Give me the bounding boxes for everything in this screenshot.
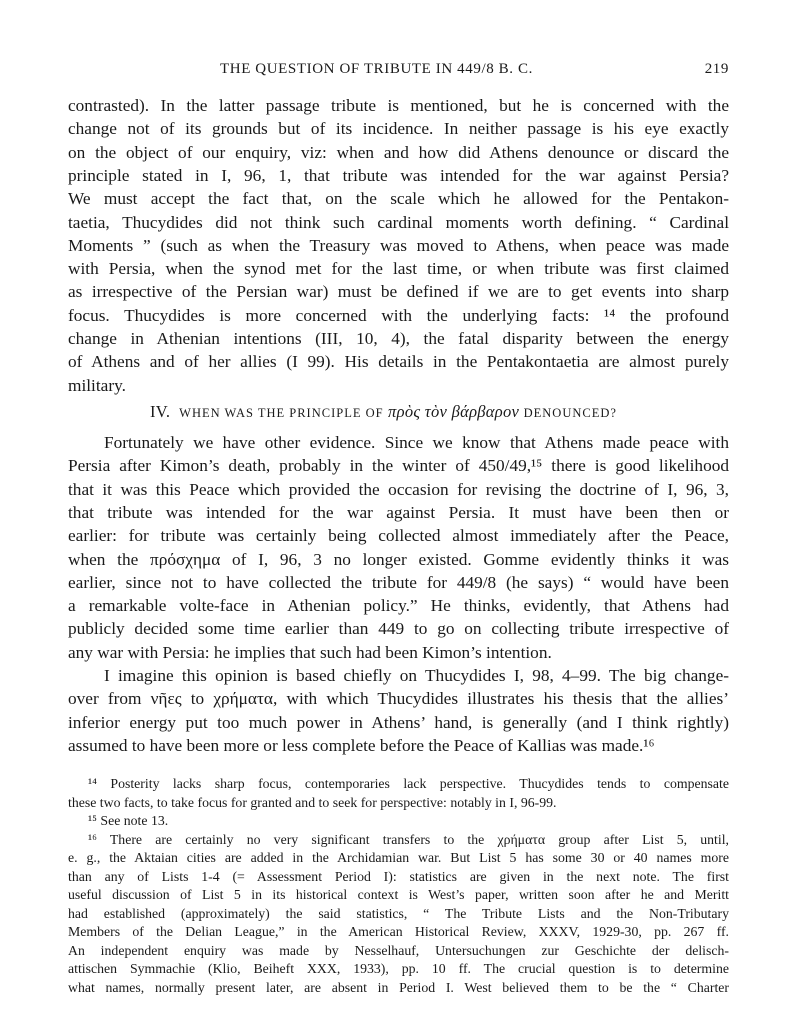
text-line: with Persia, when the synod met for the last time, or when tribute was first claimed [68, 259, 729, 279]
running-title: THE QUESTION OF TRIBUTE IN 449/8 B. C. [220, 61, 533, 77]
text-line: military. [68, 375, 126, 395]
footnote-line: these two facts, to take focus for granted and to seek for perspective: notably in I, 96-99. [68, 794, 557, 810]
text-line: focus. Thucydides is more concerned with the underlying facts: ¹⁴ the profound [68, 305, 729, 325]
text-line: I imagine this opinion is based chiefly on Thucydides I, 98, 4–99. The big change- [104, 666, 729, 685]
text-line: change not of its grounds but of its incidence. In neither passage is his eye exactly [68, 119, 729, 139]
footnote-line: Members of the Delian League,” in the American Historical Review, XXXV, 1929-30, pp. 267 ff. [68, 924, 729, 939]
footnote-line: ¹⁶ There are certainly no very significant transfers to the χρήματα group after List 5, until, [88, 831, 729, 847]
text-line: publicly decided some time earlier than 449 to go on collecting tribute irrespective of [68, 619, 729, 639]
text-line: earlier: for tribute was certainly being collected almost immediately after the Peace, [68, 526, 729, 546]
text-line: Persia after Kimon’s death, probably in the winter of 450/49,¹⁵ there is good likelihood [68, 456, 729, 476]
footnote-line: what names, normally present later, are absent in Period I. West believed them to be the “ Charter [68, 979, 729, 995]
text-line: when the πρόσχημα of I, 96, 3 no longer existed. Gomme evidently thinks it was [68, 549, 729, 569]
text-line: taetia, Thucydides did not think such cardinal moments worth defining. “ Cardinal [68, 212, 729, 232]
text-line: inferior energy put too much power in Athens’ hand, is generally (and I think rightly) [68, 712, 729, 732]
text-line: that it was this Peace which provided the occasion for revising the doctrine of I, 96, 3, [68, 479, 729, 499]
text-line: a remarkable volte-face in Athenian policy.” He thinks, evidently, that Athens had [68, 596, 729, 616]
page-number: 219 [704, 61, 729, 77]
footnote-line: e. g., the Aktaian cities are added in the Archidamian war. But List 5 has some 30 or 40 names more [68, 850, 729, 865]
text-line: Moments ” (such as when the Treasury was moved to Athens, when peace was made [68, 235, 729, 255]
text-line: of Athens and of her allies (I 99). His details in the Pentakontaetia are almost purely [68, 352, 729, 372]
footnote-line: ¹⁴ Posterity lacks sharp focus, contemporaries lack perspective. Thucydides tends to compensate [88, 776, 729, 791]
text-line: on the object of our enquiry, viz: when and how did Athens denounce or discard the [68, 142, 729, 162]
text-line: We must accept the fact that, on the scale which he allowed for the Pentakon- [68, 189, 729, 209]
text-line: any war with Persia: he implies that such had been Kimon’s intention. [68, 642, 552, 662]
text-line: earlier, since not to have collected the tribute for 449/8 (he says) “ would have been [68, 572, 729, 592]
footnote-line: had established (approximately) the said statistics, “ The Tribute Lists and the Non-Tributary [68, 905, 729, 921]
section-title-greek: πρὸς τὸν βάρβαρον [388, 402, 520, 421]
footnote-line: ¹⁵ See note 13. [88, 813, 169, 828]
text-line: Fortunately we have other evidence. Since we know that Athens made peace with [104, 433, 729, 452]
text-line: over from νῆες to χρήματα, with which Thucydides illustrates his thesis that the allies’ [68, 689, 729, 709]
section-number: IV. [150, 402, 171, 421]
text-line: principle stated in I, 96, 1, that tribute was intended for the war against Persia? [68, 165, 729, 185]
text-line: change in Athenian intentions (III, 10, 4), the fatal disparity between the energy [68, 329, 729, 348]
text-line: that tribute was intended for the war against Persia. It must have been then or [68, 502, 729, 522]
text-line: contrasted). In the latter passage tribute is mentioned, but he is concerned with the [68, 96, 729, 115]
section-heading [150, 402, 617, 422]
footnote-line: attischen Symmachie (Klio, Beiheft XXX, 1933), pp. 10 ff. The crucial question is to determine [68, 961, 729, 976]
section-title-part: WHEN WAS THE PRINCIPLE OF [179, 406, 384, 420]
footnote-line: than any of Lists 1-4 (= Assessment Period I): statistics are given in the next note. The first [68, 868, 729, 884]
text-line: as irrespective of the Persian war) must be defined if we are to get events into sharp [68, 282, 729, 302]
running-header [68, 61, 729, 83]
footnote-line: useful discussion of List 5 in its historical context is West’s paper, written soon after he and Meritt [68, 887, 729, 902]
footnote-line: An independent enquiry was made by Nesselhauf, Untersuchungen zur Geschichte der delisch- [68, 942, 729, 958]
section-title-part: DENOUNCED? [523, 406, 617, 420]
text-line: assumed to have been more or less complete before the Peace of Kallias was made.¹⁶ [68, 735, 655, 755]
